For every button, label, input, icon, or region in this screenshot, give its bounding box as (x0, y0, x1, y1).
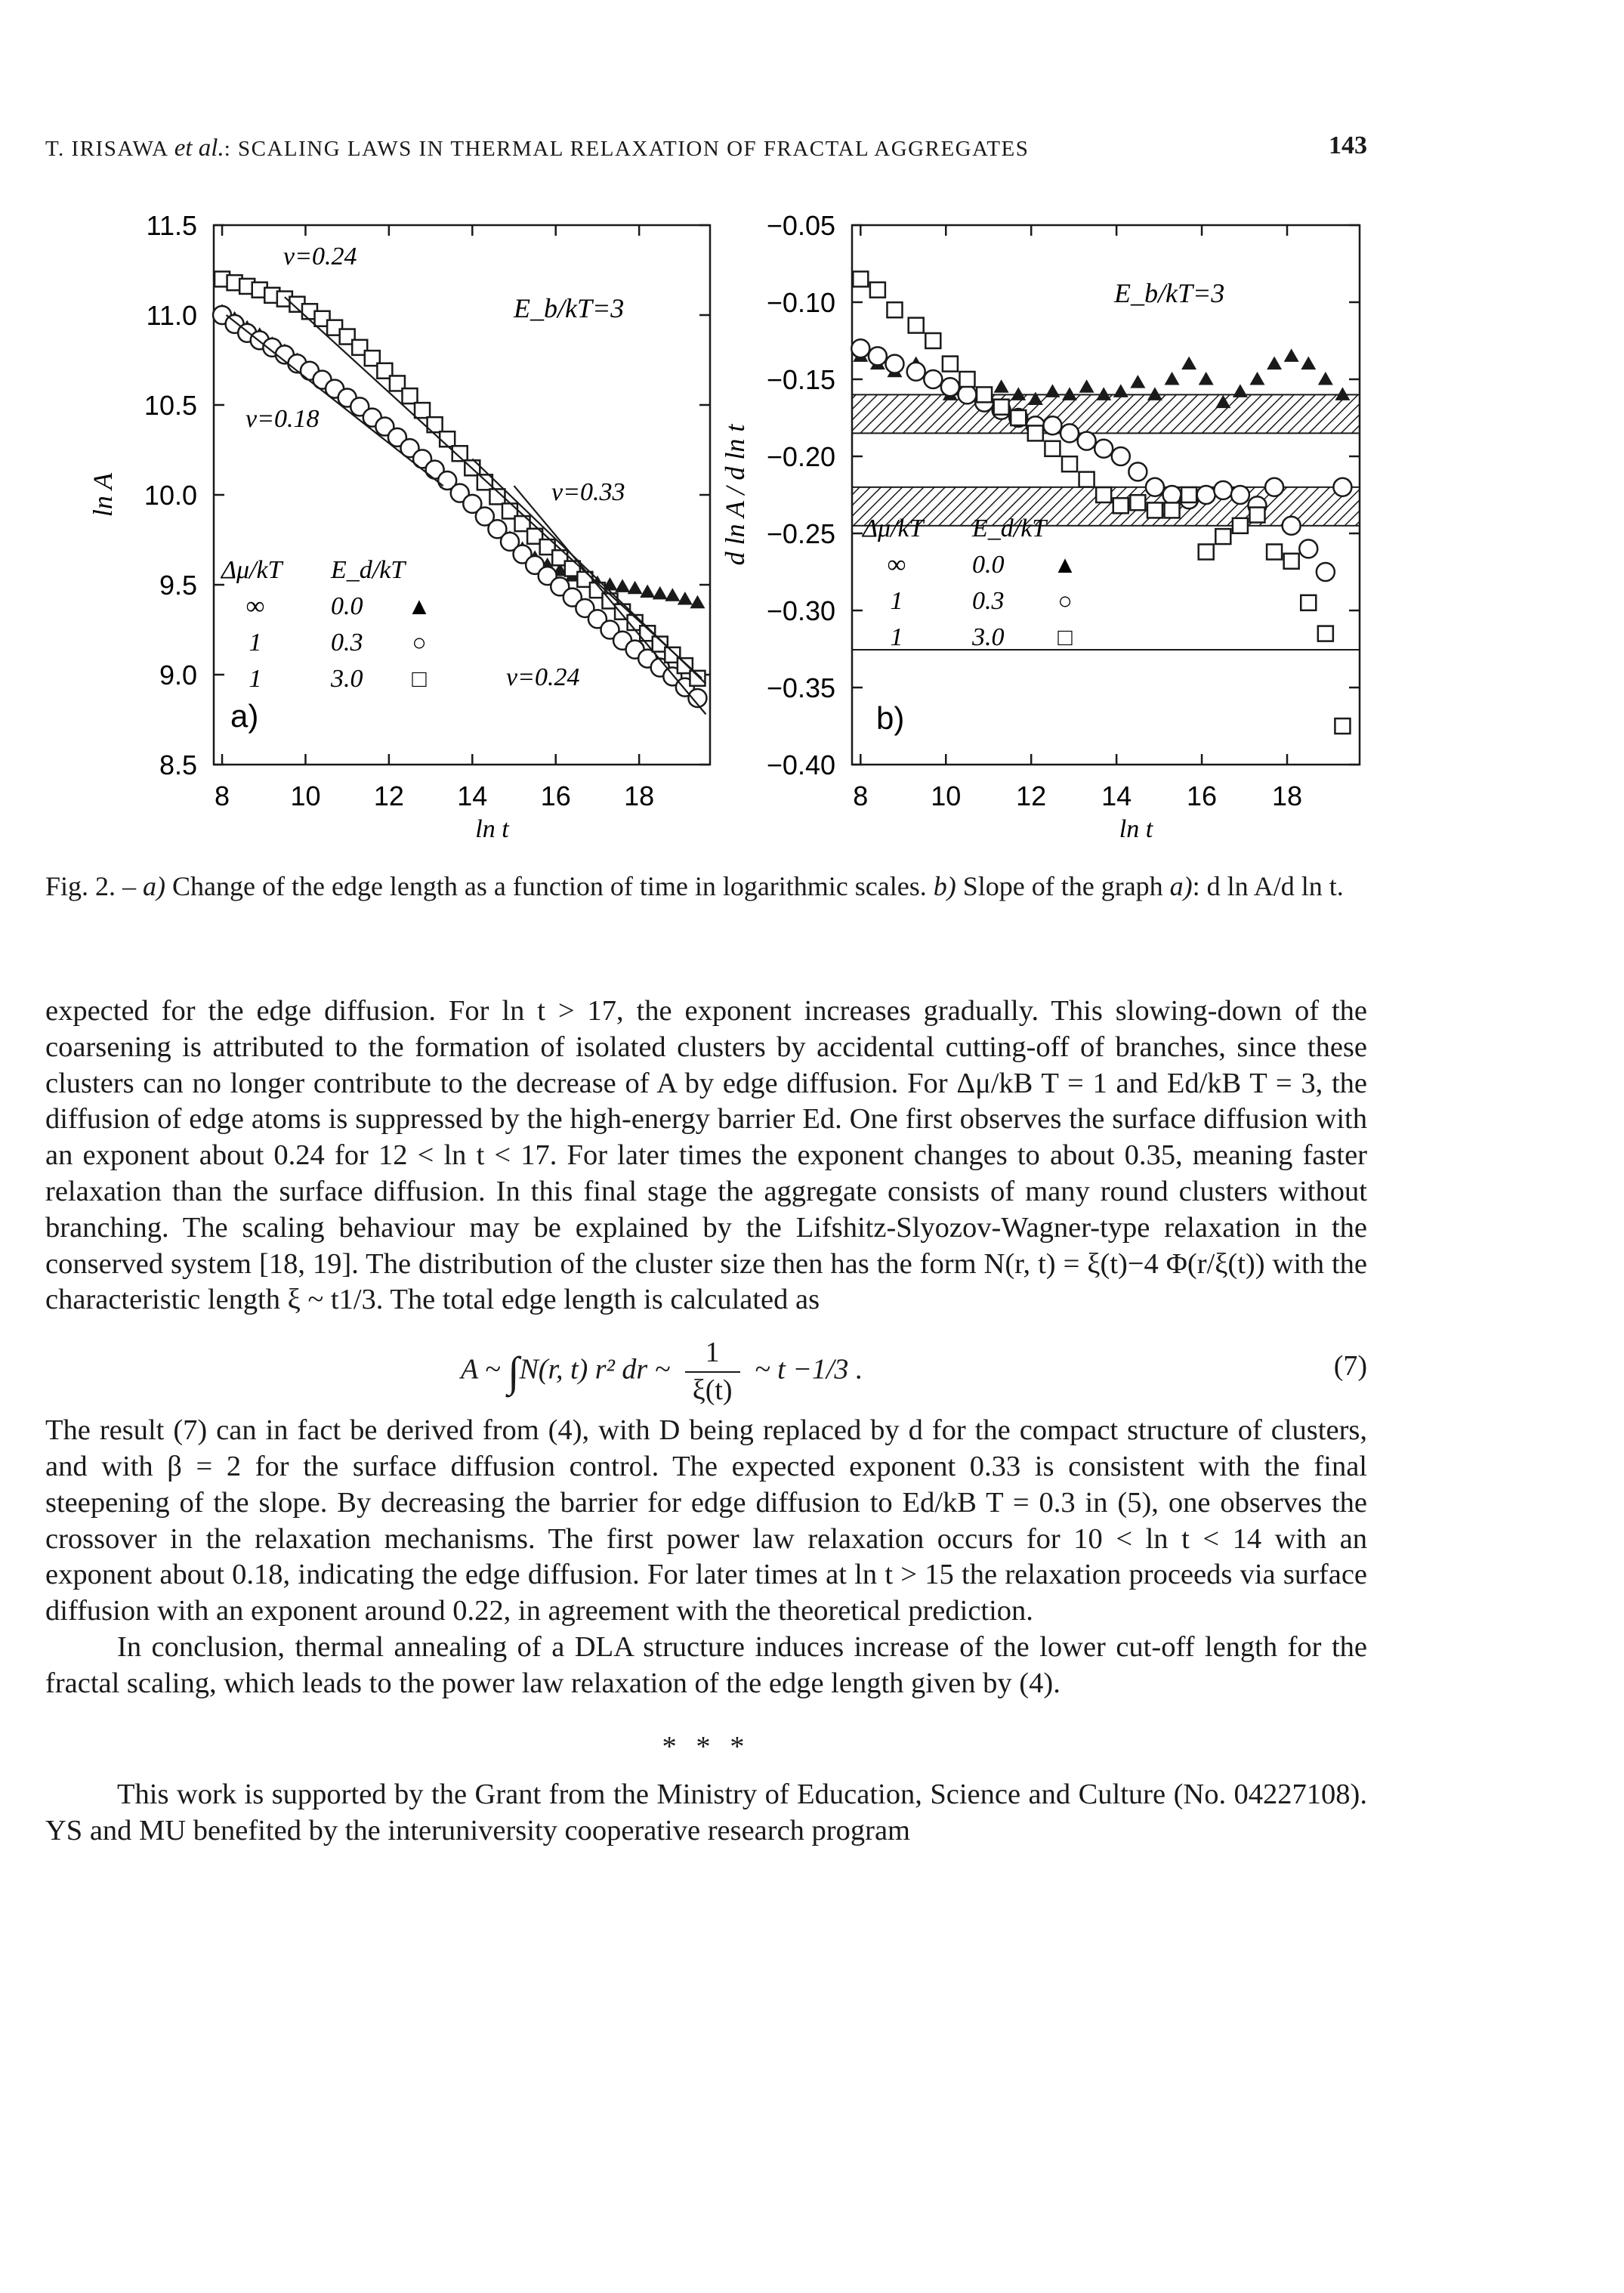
panel-b-square-point (1249, 508, 1264, 523)
panel-b-y-tick-label: −0.05 (766, 210, 835, 241)
panel-b-triangle-point (1062, 387, 1077, 400)
panel-a-legend-marker-2: ○ (412, 629, 427, 656)
panel-b-square-point (959, 372, 974, 387)
eq-right: ~ t −1/3 . (755, 1353, 863, 1386)
section-separator: * * * (662, 1730, 751, 1763)
panel-b-circle-point (1078, 432, 1096, 450)
panel-b-circle-point (1214, 481, 1232, 499)
paragraph-1: expected for the edge diffusion. For ln t > 17, the exponent increases gradually. This slowing-down of the coarsening is attributed to the formation of isolated clusters by accidental cutting-off of branches, since these clusters can no longer contribute to the decrease of A by edge diffusion. For Δμ/kB T = 1 and Ed/kB T = 3, the diffusion of edge atoms is suppressed by the high-energy barrier Ed. One first observes the surface diffusion with an exponent about 0.24 for 12 < ln t < 17. For later times the exponent changes to about 0.35, meaning faster relaxation than the surface diffusion. In this final stage the aggregate consists of many round clusters without branching. The scaling behaviour may be explained by the Lifshitz-Slyozov-Wagner-type relaxation in the conserved system [18, 19]. The distribution of the cluster size then has the form N(r, t) = ξ(t)−4 Φ(r/ξ(t)) with the characteristic length ξ ~ t1/3. The total edge length is calculated as (45, 995, 1367, 1316)
eq-numerator: 1 (685, 1335, 740, 1373)
paragraph-4: This work is supported by the Grant from the Ministry of Education, Science and Culture (No. 04227108). YS and MU benefited by the interuniversity cooperative research program (45, 1778, 1367, 1847)
caption-text-end: : d ln A/d ln t. (1192, 871, 1344, 901)
panel-a-y-axis-label: ln A (88, 472, 118, 518)
equation-7 (45, 1318, 1367, 1413)
panel-b-x-tick-label: 18 (1271, 780, 1303, 811)
panel-a-plot (88, 210, 710, 843)
panel-b-square-point (1147, 502, 1162, 518)
panel-a-slope-annotation-4: ν=0.24 (506, 663, 580, 691)
panel-b-circle-point (1283, 517, 1301, 535)
panel-a-triangle-point (615, 579, 630, 592)
panel-a-y-tick-label: 11.5 (146, 210, 197, 241)
panel-b-circle-point (941, 378, 959, 396)
panel-b-x-tick-label: 12 (1016, 780, 1047, 811)
panel-a-square-point (415, 403, 430, 418)
panel-b-square-point (1028, 425, 1043, 440)
panel-a-y-tick-label: 11.0 (146, 300, 197, 331)
panel-b-y-tick-label: −0.15 (766, 364, 835, 395)
panel-a-legend-marker-1: ▲ (407, 592, 431, 620)
panel-b-panel-label: b) (876, 700, 905, 736)
panel-b-triangle-point (1335, 387, 1350, 400)
panel-b-circle-point (1265, 478, 1283, 496)
running-head-etal: et al. (174, 134, 224, 162)
panel-b-square-point (1335, 718, 1350, 734)
panel-b-square-point (1165, 502, 1180, 518)
panel-b-square-point (870, 283, 885, 298)
panel-a-triangle-point (690, 595, 705, 609)
panel-a-x-axis-label: ln t (475, 815, 509, 843)
panel-a-legend-header-ed: E_d/kT (331, 556, 406, 584)
panel-a-y-tick-label: 10.0 (144, 480, 197, 511)
panel-b-x-tick-label: 16 (1187, 780, 1218, 811)
panel-b-circle-point (1128, 462, 1147, 481)
panel-b-legend-mu-2: 1 (890, 587, 903, 615)
panel-b-triangle-point (1079, 379, 1095, 393)
panel-b-triangle-point (1199, 372, 1214, 385)
panel-a-fit-line-1 (285, 297, 702, 678)
caption-label-a: a) (143, 871, 166, 901)
panel-b-square-point (925, 333, 940, 348)
panel-b-x-axis-label: ln t (1119, 815, 1153, 843)
panel-b-square-point (1096, 487, 1111, 502)
panel-a-triangle-point (665, 588, 680, 601)
panel-a-x-tick-label: 16 (540, 780, 571, 811)
panel-a-x-tick-label: 8 (215, 780, 230, 811)
panel-b-y-tick-label: −0.30 (766, 595, 835, 626)
panel-a-legend-ed-2: 0.3 (331, 629, 363, 657)
panel-b-square-point (1199, 544, 1214, 559)
running-head-authors: T. IRISAWA (45, 137, 174, 161)
panel-b-triangle-point (1318, 372, 1333, 385)
panel-b-legend-mu-3: 1 (890, 623, 903, 651)
panel-b-plot (720, 210, 1360, 843)
panel-a-x-tick-label: 14 (457, 780, 488, 811)
equation-body (461, 1335, 863, 1409)
panel-b-triangle-point (1233, 384, 1248, 397)
panel-b-y-tick-label: −0.35 (766, 672, 835, 703)
panel-b-square-point (1284, 554, 1299, 569)
paragraph-3: In conclusion, thermal annealing of a DLA structure induces increase of the lower cut-off length for the fractal scaling, which leads to the power law relaxation of the edge length given by (4). (45, 1630, 1367, 1699)
figure-caption (45, 869, 1367, 904)
panel-b-triangle-point (1113, 384, 1128, 397)
panel-a-legend-ed-1: 0.0 (331, 592, 363, 620)
figure-2 (0, 0, 1624, 869)
caption-text-b: Slope of the graph (956, 871, 1170, 901)
panel-b-triangle-point (1301, 357, 1316, 370)
panel-b-triangle-point (994, 379, 1009, 393)
panel-a-slope-annotation-3: ν=0.33 (551, 478, 625, 506)
panel-a-energy-label: E_b/kT=3 (514, 293, 625, 323)
panel-b-triangle-point (1045, 384, 1060, 397)
caption-label-b: b) (933, 871, 956, 901)
panel-b-hatched-band-1 (852, 394, 1360, 433)
panel-b-square-point (1113, 498, 1128, 513)
panel-b-square-point (1079, 472, 1095, 487)
panel-b-square-point (1233, 518, 1248, 533)
panel-a-y-tick-label: 8.5 (159, 749, 197, 780)
panel-a-square-point (452, 446, 468, 461)
panel-b-legend-marker-3: □ (1057, 623, 1073, 651)
panel-a-x-tick-label: 10 (290, 780, 321, 811)
eq-fraction (685, 1335, 740, 1409)
panel-a-triangle-point (653, 586, 668, 600)
panel-b-legend-marker-2: ○ (1057, 587, 1073, 614)
panel-b-y-tick-label: −0.25 (766, 518, 835, 549)
panel-b-triangle-point (1165, 372, 1180, 385)
panel-b-square-point (1062, 456, 1077, 471)
eq-denominator: ξ(t) (692, 1374, 733, 1406)
panel-b-square-point (1267, 544, 1282, 559)
panel-b-legend-ed-1: 0.0 (972, 551, 1005, 579)
panel-b-x-tick-label: 8 (853, 780, 869, 811)
panel-b-legend-header-ed: E_d/kT (972, 515, 1047, 542)
panel-b-circle-point (1197, 486, 1215, 504)
panel-a-x-tick-label: 12 (373, 780, 404, 811)
panel-b-triangle-point (1181, 357, 1196, 370)
panel-a-legend-mu-1: ∞ (245, 592, 265, 620)
panel-b-square-point (1301, 595, 1316, 610)
panel-b-y-tick-label: −0.10 (766, 287, 835, 318)
equation-number: (7) (1333, 1350, 1367, 1383)
panel-b-legend-marker-1: ▲ (1053, 551, 1077, 578)
panel-b-x-tick-label: 10 (931, 780, 962, 811)
panel-b-triangle-point (1096, 387, 1111, 400)
panel-a-legend-ed-3: 3.0 (331, 665, 363, 693)
panel-a-x-tick-label: 18 (624, 780, 655, 811)
panel-b-energy-label: E_b/kT=3 (1114, 278, 1225, 308)
panel-b-circle-point (1061, 424, 1079, 442)
panel-b-circle-point (1146, 478, 1164, 496)
panel-a-legend-marker-3: □ (412, 665, 427, 692)
panel-b-circle-point (885, 355, 903, 373)
panel-b-circle-point (1299, 539, 1317, 558)
panel-b-legend-header-mu: Δμ/kT (863, 515, 924, 542)
panel-b-circle-point (1112, 447, 1130, 465)
panel-b-square-point (1215, 529, 1230, 544)
panel-b-y-tick-label: −0.20 (766, 441, 835, 472)
panel-b-legend-mu-1: ∞ (887, 551, 906, 579)
panel-b-circle-point (1043, 416, 1061, 434)
caption-label-a2: a) (1169, 871, 1193, 901)
panel-b-circle-point (1231, 486, 1249, 504)
panel-b-circle-point (924, 370, 942, 388)
caption-text-a: Change of the edge length as a function of time in logarithmic scales. (165, 871, 934, 901)
eq-integral: ∫ (508, 1349, 520, 1396)
panel-b-circle-point (958, 385, 976, 403)
panel-a-triangle-point (628, 581, 643, 595)
panel-b-square-point (977, 387, 992, 402)
panel-a-triangle-point (640, 585, 655, 598)
panel-b-x-tick-label: 14 (1101, 780, 1132, 811)
panel-b-triangle-point (1011, 387, 1026, 400)
page-number: 143 (1329, 131, 1367, 159)
panel-b-square-point (1318, 626, 1333, 641)
panel-b-circle-point (1317, 563, 1335, 581)
panel-b-triangle-point (1267, 357, 1282, 370)
panel-b-square-point (1181, 487, 1196, 502)
panel-a-y-tick-label: 9.0 (159, 660, 197, 691)
panel-a-triangle-point (678, 592, 693, 605)
panel-b-legend-ed-2: 0.3 (972, 587, 1005, 615)
panel-b-circle-point (1333, 478, 1351, 496)
panel-b-square-point (994, 400, 1009, 415)
panel-b-square-point (1011, 410, 1026, 425)
panel-b-square-point (853, 271, 868, 286)
panel-a-slope-annotation-1: ν=0.24 (283, 243, 357, 270)
panel-a-y-tick-label: 9.5 (159, 570, 197, 601)
panel-a-square-point (440, 431, 455, 447)
panel-b-square-point (1045, 441, 1060, 456)
panel-b-square-point (887, 302, 902, 317)
panel-b-circle-point (1095, 440, 1113, 458)
panel-a-legend-header-mu: Δμ/kT (221, 556, 283, 584)
caption-prefix: Fig. 2. – (45, 871, 144, 901)
running-head-title: : SCALING LAWS IN THERMAL RELAXATION OF FRACTAL AGGREGATES (224, 137, 1030, 161)
panel-b-triangle-point (1249, 372, 1264, 385)
panel-b-circle-point (907, 363, 925, 381)
panel-a-slope-annotation-2: ν=0.18 (245, 405, 320, 433)
panel-b-circle-point (1163, 486, 1181, 504)
panel-b-square-point (943, 357, 958, 372)
panel-b-y-tick-label: −0.40 (766, 749, 835, 780)
panel-a-square-point (402, 388, 417, 403)
panel-b-y-axis-label: d ln A / d ln t (720, 424, 750, 566)
panel-b-square-point (909, 318, 924, 333)
panel-b-triangle-point (1130, 375, 1145, 388)
panel-b-legend-ed-3: 3.0 (972, 623, 1005, 651)
panel-b-circle-point (851, 339, 869, 357)
eq-integrand: N(r, t) r² dr ~ (519, 1353, 671, 1386)
panel-a-panel-label: a) (230, 698, 259, 734)
panel-a-legend-mu-3: 1 (249, 665, 262, 693)
panel-a-square-point (690, 671, 705, 686)
panel-b-triangle-point (1284, 348, 1299, 362)
panel-b-square-point (1130, 495, 1145, 510)
body-text (45, 994, 1367, 1850)
panel-b-triangle-point (1147, 387, 1162, 400)
panel-a-y-tick-label: 10.5 (144, 390, 197, 421)
panel-a-legend-mu-2: 1 (249, 629, 262, 657)
panel-b-circle-point (869, 347, 887, 365)
paragraph-2: The result (7) can in fact be derived from (4), with D being replaced by d for the compact structure of clusters, and with β = 2 for the surface diffusion control. The expected exponent 0.33 is consistent with the final steepening of the slope. By decreasing the barrier for edge diffusion to Ed/kB T = 0.3 in (5), one observes the crossover in the relaxation mechanisms. The first power law relaxation occurs for 10 < ln t < 14 with an exponent about 0.18, indicating the edge diffusion. For later times at ln t > 15 the relaxation proceeds via surface diffusion with an exponent around 0.22, in agreement with the theoretical prediction. (45, 1414, 1367, 1627)
eq-left: A ~ (461, 1353, 508, 1386)
